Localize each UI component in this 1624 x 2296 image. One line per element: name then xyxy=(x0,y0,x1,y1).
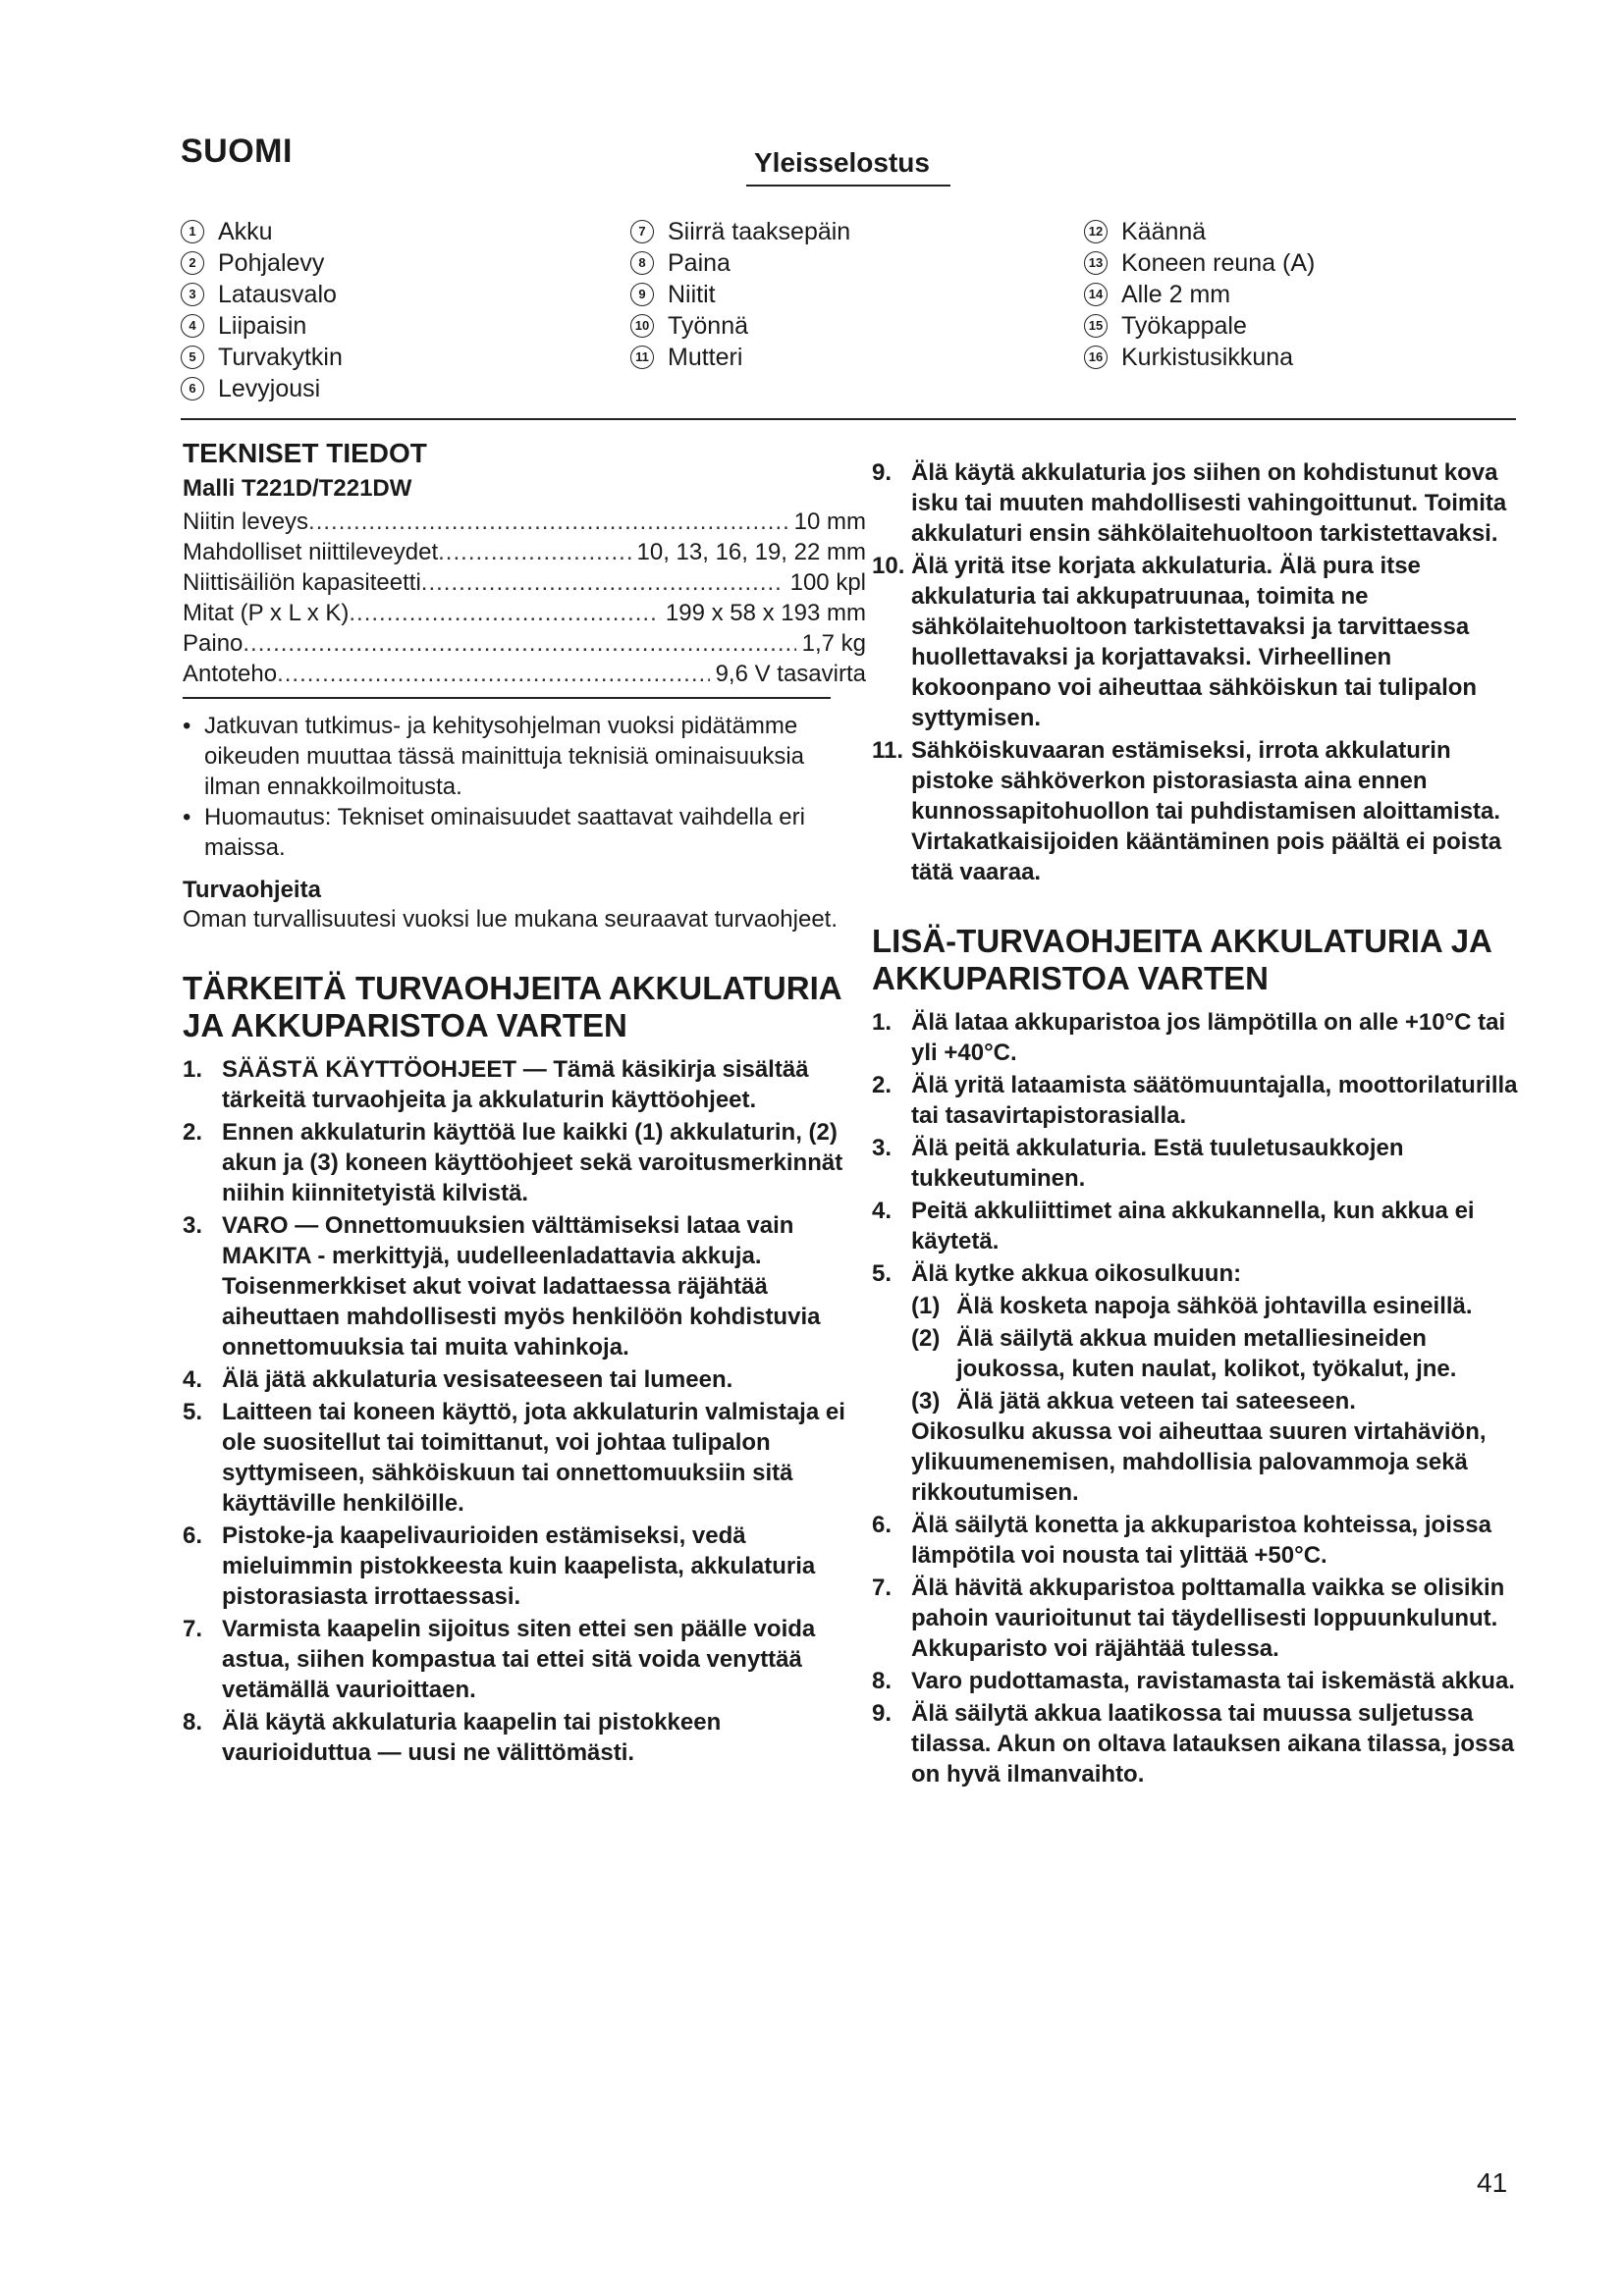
list-item xyxy=(872,1666,1536,1696)
legend-column-3 xyxy=(1084,216,1315,373)
legend-label: Pohjalevy xyxy=(218,249,325,277)
item-number: 8. xyxy=(183,1709,203,1735)
item-number: 6. xyxy=(183,1522,203,1549)
item-number: 8. xyxy=(872,1668,893,1694)
item-text: Älä kytke akkua oikosulkuun: xyxy=(911,1260,1242,1287)
circled-number: 1 xyxy=(181,220,204,243)
circled-number: 14 xyxy=(1084,283,1108,306)
spec-value: 10 mm xyxy=(793,508,866,535)
legend-label: Käännä xyxy=(1121,218,1207,245)
list-item xyxy=(872,1133,1536,1194)
list-item xyxy=(872,1070,1536,1131)
sub-item xyxy=(911,1386,1536,1416)
legend-item xyxy=(630,310,850,342)
spec-value: 1,7 kg xyxy=(801,630,866,657)
sub-item xyxy=(911,1323,1536,1384)
bullet-icon: • xyxy=(183,804,191,830)
spec-label: Niittisäiliön kapasiteetti xyxy=(183,569,421,596)
spec-value: 100 kpl xyxy=(789,569,866,596)
item-text: Varo pudottamasta, ravistamasta tai iskemästä akkua. xyxy=(911,1668,1515,1694)
circled-number: 6 xyxy=(181,377,204,400)
item-number: 9. xyxy=(872,1700,893,1727)
legend-label: Alle 2 mm xyxy=(1121,281,1231,308)
legend-label: Mutteri xyxy=(668,344,743,371)
circled-number: 11 xyxy=(630,346,654,369)
item-text: Älä peitä akkulaturia. Estä tuuletusaukkojen tukkeutuminen. xyxy=(911,1135,1404,1192)
list-item xyxy=(872,1698,1536,1789)
sub-item xyxy=(911,1291,1536,1321)
item-text: Älä säilytä konetta ja akkuparistoa kohteissa, joissa lämpötila voi nousta tai ylittää +50°C. xyxy=(911,1512,1491,1569)
leader-dots xyxy=(438,537,630,567)
spec-note xyxy=(183,802,866,863)
list-item xyxy=(872,1196,1536,1256)
legend-item xyxy=(630,342,850,373)
legend-label: Työnnä xyxy=(668,312,749,340)
circled-number: 4 xyxy=(181,314,204,338)
spec-value: 10, 13, 16, 19, 22 mm xyxy=(636,539,866,565)
item-number: 3. xyxy=(872,1135,893,1161)
legend-column-2 xyxy=(630,216,850,373)
model-label: Malli T221D/T221DW xyxy=(183,475,412,502)
legend-item xyxy=(630,216,850,247)
legend-label: Levyjousi xyxy=(218,375,321,402)
legend-label: Liipaisin xyxy=(218,312,307,340)
list-item xyxy=(872,1007,1536,1068)
right-column xyxy=(872,457,1536,1791)
legend-label: Siirrä taaksepäin xyxy=(668,218,851,245)
spec-value: 9,6 V tasavirta xyxy=(715,661,866,687)
additional-list xyxy=(872,1007,1536,1789)
legend-item xyxy=(181,247,343,279)
legend-divider xyxy=(181,418,1516,420)
leader-dots xyxy=(421,567,785,598)
legend-item xyxy=(630,279,850,310)
sub-item-text: Älä jätä akkua veteen tai sateeseen. xyxy=(956,1388,1356,1415)
list-item xyxy=(872,735,1536,887)
sub-item-number: (2) xyxy=(911,1325,941,1352)
legend-label: Latausvalo xyxy=(218,281,337,308)
item-number: 5. xyxy=(183,1399,203,1425)
legend-item xyxy=(1084,216,1315,247)
list-item xyxy=(183,1364,866,1395)
spec-row xyxy=(183,507,866,537)
legend-item xyxy=(1084,310,1315,342)
page-number: 41 xyxy=(1477,2167,1508,2198)
spec-label: Paino xyxy=(183,630,244,657)
bullet-icon: • xyxy=(183,713,191,739)
spec-note xyxy=(183,711,866,802)
legend-item xyxy=(181,373,343,404)
specs-heading: TEKNISET TIEDOT xyxy=(183,438,427,468)
item-text: Älä hävitä akkuparistoa polttamalla vaikka se olisikin pahoin vaurioitunut tai täydellisesti loppuunkulunut. Akkuparisto voi räjähtää tulessa. xyxy=(911,1575,1505,1662)
circled-number: 15 xyxy=(1084,314,1108,338)
circled-number: 7 xyxy=(630,220,654,243)
legend-item xyxy=(630,247,850,279)
legend-item xyxy=(181,310,343,342)
item-body xyxy=(911,1258,1536,1508)
item-text: Älä yritä lataamista säätömuuntajalla, moottorilaturilla tai tasavirtapistorasialla. xyxy=(911,1072,1518,1129)
item-text: Sähköiskuvaaran estämiseksi, irrota akkulaturin pistoke sähköverkon pistorasiasta aina ennen kunnossapitohuollon tai puhdistamisen aloittamista. Virtakatkaisijoiden kääntäminen pois päältä ei poista tätä vaaraa. xyxy=(911,737,1502,885)
item-text: VARO — Onnettomuuksien välttämiseksi lataa vain MAKITA - merkittyjä, uudelleenladattavia akkuja. Toisenmerkkiset akut voivat ladattaessa räjähtää aiheuttaen mahdollisesti myös henkilöön kohdistuvia onnettomuuksia tai muita vahinkoja. xyxy=(222,1212,821,1361)
left-column xyxy=(183,438,866,1770)
item-number: 4. xyxy=(872,1198,893,1224)
legend-item xyxy=(181,342,343,373)
list-item xyxy=(183,1117,866,1208)
legend-label: Turvakytkin xyxy=(218,344,343,371)
language-heading: SUOMI xyxy=(181,133,293,170)
legend-label: Koneen reuna (A) xyxy=(1121,249,1316,277)
legend-item xyxy=(181,279,343,310)
circled-number: 8 xyxy=(630,251,654,275)
item-text: Älä lataa akkuparistoa jos lämpötilla on alle +10°C tai yli +40°C. xyxy=(911,1009,1506,1066)
spec-row xyxy=(183,659,866,689)
item-number: 7. xyxy=(872,1575,893,1601)
leader-dots xyxy=(277,659,709,689)
legend-item xyxy=(1084,279,1315,310)
specs-divider xyxy=(183,697,831,699)
item-number: 1. xyxy=(183,1056,203,1083)
spec-row xyxy=(183,628,866,659)
item-text: Älä säilytä akkua laatikossa tai muussa suljetussa tilassa. Akun on oltava latauksen aikana tilassa, jossa on hyvä ilmanvaihto. xyxy=(911,1700,1515,1788)
leader-dots xyxy=(243,628,795,659)
legend-label: Työkappale xyxy=(1121,312,1247,340)
list-item xyxy=(183,1614,866,1705)
legend-item xyxy=(1084,247,1315,279)
item-number: 3. xyxy=(183,1212,203,1239)
legend-label: Paina xyxy=(668,249,731,277)
spec-value: 199 x 58 x 193 mm xyxy=(665,600,866,626)
circled-number: 12 xyxy=(1084,220,1108,243)
item-number: 1. xyxy=(872,1009,893,1036)
important-heading: TÄRKEITÄ TURVAOHJEITA AKKULATURIA JA AKKUPARISTOA VARTEN xyxy=(183,970,841,1043)
item-text: Peitä akkuliittimet aina akkukannella, kun akkua ei käytetä. xyxy=(911,1198,1475,1255)
list-item xyxy=(872,551,1536,733)
legend-label: Niitit xyxy=(668,281,716,308)
item-followup-text: Oikosulku akussa voi aiheuttaa suuren virtahäviön, ylikuumenemisen, mahdollisia palovammoja sekä rikkoutumisen. xyxy=(911,1418,1487,1506)
important-list xyxy=(183,1054,866,1768)
list-item xyxy=(183,1521,866,1612)
item-text: Pistoke-ja kaapelivaurioiden estämiseksi, vedä mieluimmin pistokkeesta kuin kaapelista, akkulaturia pistorasiasta irrottaessasi. xyxy=(222,1522,816,1610)
circled-number: 13 xyxy=(1084,251,1108,275)
sub-item-text: Älä säilytä akkua muiden metalliesineiden joukossa, kuten naulat, kolikot, työkalut, jne. xyxy=(956,1325,1457,1382)
circled-number: 2 xyxy=(181,251,204,275)
list-item xyxy=(872,1510,1536,1571)
list-item xyxy=(872,1573,1536,1664)
leader-dots xyxy=(308,507,788,537)
list-item xyxy=(872,1258,1536,1508)
item-text: Älä käytä akkulaturia jos siihen on kohdistunut kova isku tai muuten mahdollisesti vahingoittunut. Toimita akkulaturi ensin sähkölaitehuoltoon tarkistettavaksi. xyxy=(911,459,1507,547)
legend-item xyxy=(181,216,343,247)
item-number: 6. xyxy=(872,1512,893,1538)
list-item xyxy=(183,1707,866,1768)
note-text: Jatkuvan tutkimus- ja kehitysohjelman vuoksi pidätämme oikeuden muuttaa tässä mainittuja teknisiä ominaisuuksia ilman ennakkoilmoitusta. xyxy=(204,713,805,800)
item-text: Älä käytä akkulaturia kaapelin tai pistokkeen vaurioiduttua — uusi ne välittömästi. xyxy=(222,1709,722,1766)
circled-number: 9 xyxy=(630,283,654,306)
item-number: 2. xyxy=(183,1119,203,1146)
leader-dots xyxy=(349,598,660,628)
sub-item-text: Älä kosketa napoja sähköä johtavilla esineillä. xyxy=(956,1293,1473,1319)
circled-number: 5 xyxy=(181,346,204,369)
sub-item-number: (3) xyxy=(911,1388,941,1415)
list-item xyxy=(872,457,1536,549)
legend-column-1 xyxy=(181,216,343,404)
item-text: Älä yritä itse korjata akkulaturia. Älä pura itse akkulaturia tai akkupatruunaa, toimita ne sähkölaitehuoltoon tarkistettavaksi ja tarvittaessa huollettavaksi ja korjattavaksi. Virheellinen kokoonpano voi aiheuttaa sähköiskun tai tulipalon syttymisen. xyxy=(911,553,1478,731)
important-list-continued xyxy=(872,457,1536,887)
note-text: Huomautus: Tekniset ominaisuudet saattavat vaihdella eri maissa. xyxy=(204,804,805,861)
spec-label: Niitin leveys xyxy=(183,508,309,535)
list-item xyxy=(183,1210,866,1362)
additional-heading: LISÄ-TURVAOHJEITA AKKULATURIA JA AKKUPARISTOA VARTEN xyxy=(872,923,1491,996)
circled-number: 16 xyxy=(1084,346,1108,369)
safety-heading: Turvaohjeita xyxy=(183,877,321,903)
list-item xyxy=(183,1397,866,1519)
item-text: SÄÄSTÄ KÄYTTÖOHJEET — Tämä käsikirja sisältää tärkeitä turvaohjeita ja akkulaturin käyttöohjeet. xyxy=(222,1056,809,1113)
safety-text: Oman turvallisuutesi vuoksi lue mukana seuraavat turvaohjeet. xyxy=(183,906,839,933)
item-number: 7. xyxy=(183,1616,203,1642)
legend-item xyxy=(1084,342,1315,373)
circled-number: 10 xyxy=(630,314,654,338)
spec-label: Mitat (P x L x K) xyxy=(183,600,350,626)
spec-row xyxy=(183,598,866,628)
item-text: Laitteen tai koneen käyttö, jota akkulaturin valmistaja ei ole suositellut tai toimittanut, voi johtaa tulipalon syttymiseen, sähköiskuun tai onnettomuuksiin sitä käyttäville henkilöille. xyxy=(222,1399,845,1517)
sub-item-number: (1) xyxy=(911,1293,941,1319)
legend-label: Kurkistusikkuna xyxy=(1121,344,1294,371)
circled-number: 3 xyxy=(181,283,204,306)
item-number: 10. xyxy=(872,553,905,579)
item-text: Älä jätä akkulaturia vesisateeseen tai lumeen. xyxy=(222,1366,733,1393)
legend-label: Akku xyxy=(218,218,273,245)
section-title: Yleisselostus xyxy=(754,147,930,178)
spec-row xyxy=(183,567,866,598)
item-text: Ennen akkulaturin käyttöä lue kaikki (1) akkulaturin, (2) akun ja (3) koneen käyttöohjeet sekä varoitusmerkinnät niihin kiinnitetyistä kilvistä. xyxy=(222,1119,843,1206)
spec-label: Antoteho xyxy=(183,661,278,687)
list-item xyxy=(183,1054,866,1115)
title-underline xyxy=(746,185,950,187)
item-text: Varmista kaapelin sijoitus siten ettei sen päälle voida astua, siihen kompastua tai ettei sitä voida venyttää vetämällä vaurioittaen. xyxy=(222,1616,816,1703)
spec-label: Mahdolliset niittileveydet xyxy=(183,539,439,565)
spec-row xyxy=(183,537,866,567)
item-number: 9. xyxy=(872,459,893,486)
item-number: 4. xyxy=(183,1366,203,1393)
item-number: 11. xyxy=(872,737,904,764)
item-number: 2. xyxy=(872,1072,893,1098)
item-number: 5. xyxy=(872,1260,893,1287)
